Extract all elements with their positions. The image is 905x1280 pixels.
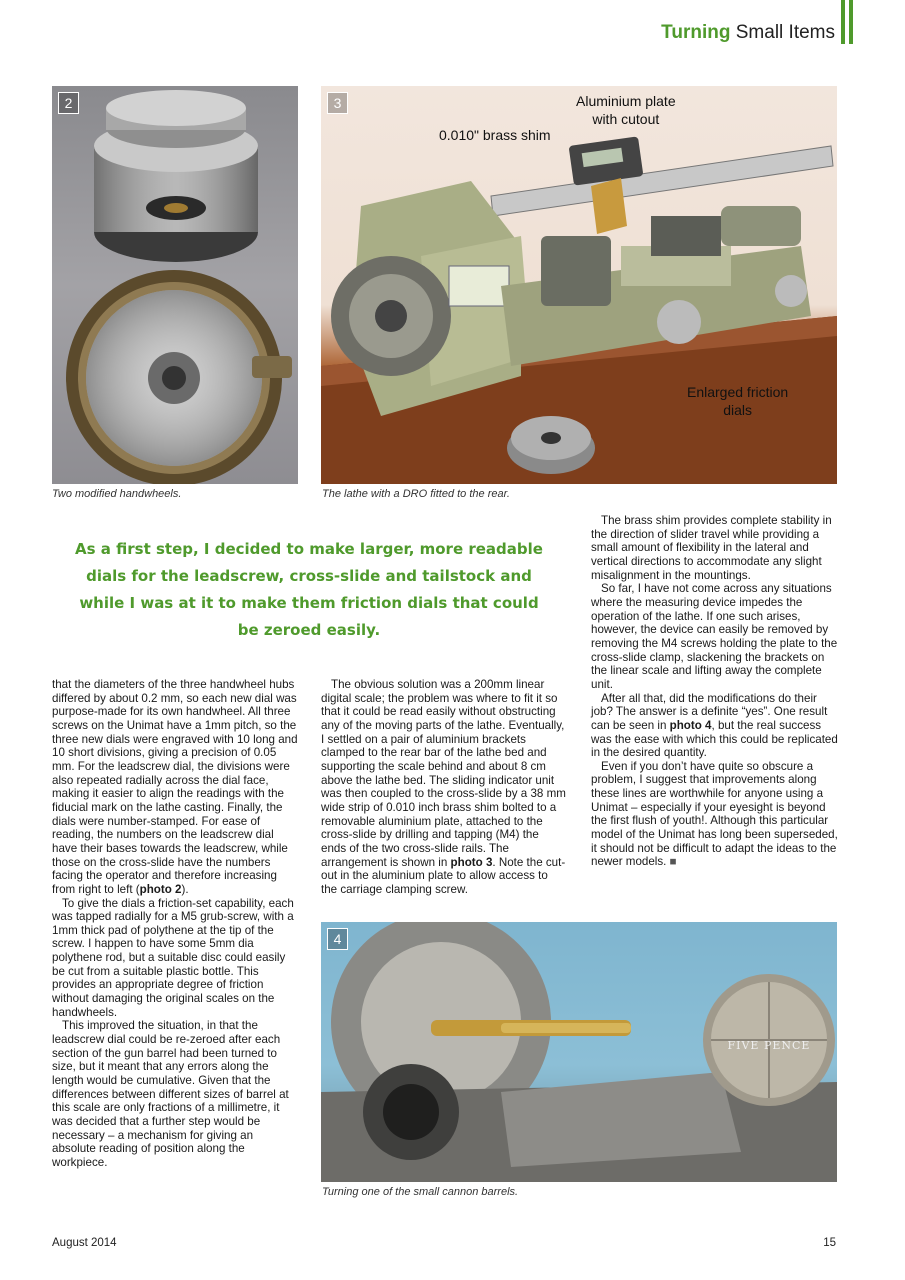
coin-inscription: FIVE PENCE: [727, 1039, 811, 1052]
col1-paragraph-1: that the diameters of the three handwheel hubs differed by about 0.2 mm, so each new dial was purpose-made for its own handwheel. All three screws on the Unimat have a 1mm pitch, so the three new dials were engraved with 10 long and 10 short divisions, giving a precision of 0.05 mm. For the leadscrew dial, the divisions were also repeated radially across the dial face, making it easier to align the readings with the fiducial mark on the lathe casting. Finally, the dials were number-stamped. For ease of reading, the numbers on the leadscrew dial have their bases towards the leadscrew, while those on the cross-slide have the numbers facing the operator and therefore increasing from right to left (photo 2).: [52, 678, 298, 896]
section-label: Turning: [661, 22, 731, 43]
photo-2-number: 2: [58, 92, 79, 114]
header-bars-decoration: [841, 0, 853, 44]
photo-4-caption: Turning one of the small cannon barrels.: [322, 1186, 519, 1198]
cannon-barrel-illustration: [321, 922, 837, 1182]
photo-3-caption: The lathe with a DRO fitted to the rear.: [322, 488, 510, 500]
pull-quote: As a first step, I decided to make larger, more readable dials for the leadscrew, cross-slide and tailstock and while I was at it to make them friction dials that could be zeroed easily.: [75, 540, 543, 639]
callout-brass-shim: 0.010" brass shim: [439, 127, 551, 143]
col3-paragraph-3: After all that, did the modifications do their job? The answer is a definite “yes”. One result can be seen in photo 4, but the real success was the ease with which this could be replicated in the desired quantity.: [591, 691, 838, 760]
photo-2-handwheels: [52, 86, 298, 484]
end-mark: ■: [669, 855, 677, 869]
col2-paragraph-1: The obvious solution was a 200mm linear digital scale; the problem was where to fit it so that it could be read easily without obstructing any of the moving parts of the lathe. Eventually, I settled on a pair of aluminium brackets clamped to the rear bar of the lathe bed and supporting the scale behind and about 8 cm above the lathe bed. The sliding indicator unit was then coupled to the cross-slide by a 38 mm wide strip of 0.010 inch brass shim bolted to a removable aluminium plate, attached to the cross-slide by drilling and tapping (M4) the ends of the two cross-slide rails. The arrangement is shown in photo 3. Note the cut-out in the aluminium plate to allow access to the carriage clamping screw.: [321, 678, 566, 896]
photo-2-caption: Two modified handwheels.: [52, 488, 182, 500]
body-column-3: [591, 514, 839, 869]
callout-friction-dials: Enlarged friction dials: [687, 384, 789, 418]
page-number: 15: [823, 1237, 836, 1249]
photo-3-number: 3: [327, 92, 348, 114]
handwheels-illustration: [52, 86, 298, 484]
col1-paragraph-3: This improved the situation, in that the leadscrew dial could be re-zeroed after each section of the gun barrel had been turned to size, but it meant that any errors along the length would be cumulative. Given that the differences between different sizes of barrel at this scale are only fractions of a millimetre, it was decided that a further step would be necessary – a mechanism for giving an absolute reading of position along the workpiece.: [52, 1019, 289, 1169]
photo-4-cannon-barrel: [321, 922, 837, 1182]
body-column-2: [321, 678, 567, 897]
section-title: Small Items: [735, 22, 835, 43]
lathe-illustration: [321, 86, 837, 484]
running-head: [661, 22, 835, 44]
body-column-1: [52, 678, 298, 1170]
photo-3-lathe: [321, 86, 837, 484]
issue-date: August 2014: [52, 1237, 117, 1249]
col3-paragraph-4: Even if you don’t have quite so obscure a problem, I suggest that improvements along these lines are worthwhile for anyone using a Unimat – especially if your eyesight is beyond the first flush of youth!. Although this particular model of the Unimat has long been superseded, it should not be difficult to adapt the ideas to the newer models. ■: [591, 759, 838, 869]
col3-paragraph-2: So far, I have not come across any situations where the measuring device impedes the operation of the lathe. If one such arises, however, the device can easily be removed by removing the M4 screws holding the plate to the cross-slide clamp, slackening the brackets on the linear scale and lifting away the complete unit.: [591, 582, 838, 691]
col3-paragraph-1: The brass shim provides complete stability in the direction of slider travel while providing a small amount of flexibility in the lateral and vertical directions to accommodate any slight misalignment in the mountings.: [591, 514, 832, 582]
col1-paragraph-2: To give the dials a friction-set capability, each was tapped radially for a M5 grub-screw, with a 1mm thick pad of polythene at the tip of the screw. I happen to have some 5mm dia polythene rod, but a suitable disc could easily be cut from a suitable plastic bottle. This provides an appropriate degree of friction without damaging the original scales on the handwheels.: [52, 896, 294, 1019]
photo-4-number: 4: [327, 928, 348, 950]
callout-aluminium-plate: Aluminium plate with cutout: [576, 93, 676, 127]
